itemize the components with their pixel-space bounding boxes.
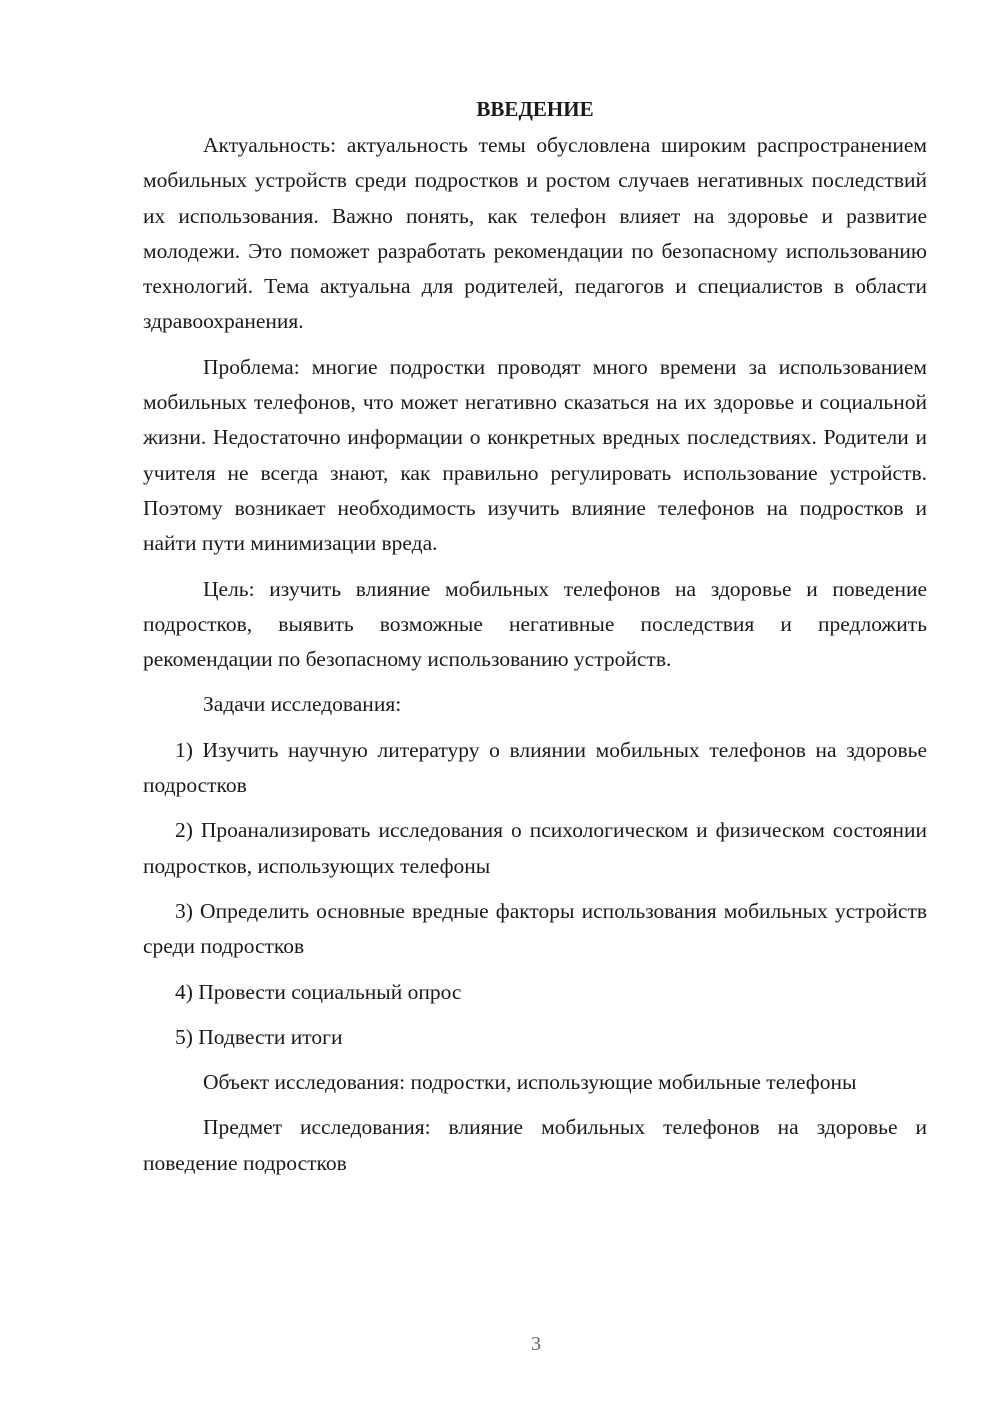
task-item-4: 4) Провести социальный опрос	[175, 979, 462, 1004]
document-page	[143, 92, 927, 1191]
task-item-1: 1) Изучить научную литературу о влиянии мобильных телефонов на здоровье подростков	[143, 737, 927, 798]
problem-paragraph: Проблема: многие подростки проводят много времени за использованием мобильных телефонов, что может негативно сказаться на их здоровье и социальной жизни. Недостаточно информации о конкретных вредных последствиях. Родители и учителя не всегда знают, как правильно регулировать использование устройств. Поэтому возникает необходимость изучить влияние телефонов на подростков и найти пути минимизации вреда.	[143, 354, 927, 556]
task-item-3: 3) Определить основные вредные факторы использования мобильных устройств среди подростков	[143, 898, 927, 959]
task-item-5: 5) Подвести итоги	[175, 1024, 343, 1049]
research-object-paragraph: Объект исследования: подростки, использующие мобильные телефоны	[203, 1070, 857, 1095]
relevance-paragraph: Актуальность: актуальность темы обусловлена широким распространением мобильных устройств среди подростков и ростом случаев негативных последствий их использования. Важно понять, как телефон влияет на здоровье и развитие молодежи. Это поможет разработать рекомендации по безопасному использованию технологий. Тема актуальна для родителей, педагогов и специалистов в области здравоохранения.	[143, 133, 927, 334]
research-subject-paragraph: Предмет исследования: влияние мобильных телефонов на здоровье и поведение подростков	[143, 1115, 927, 1175]
tasks-intro: Задачи исследования:	[203, 692, 402, 717]
page-number: 3	[531, 1333, 541, 1355]
section-heading: ВВЕДЕНИЕ	[476, 97, 594, 121]
goal-paragraph: Цель: изучить влияние мобильных телефонов на здоровье и поведение подростков, выявить возможные негативные последствия и предложить рекомендации по безопасному использованию устройств.	[143, 576, 927, 672]
task-item-2: 2) Проанализировать исследования о психологическом и физическом состоянии подростков, использующих телефоны	[143, 818, 927, 878]
